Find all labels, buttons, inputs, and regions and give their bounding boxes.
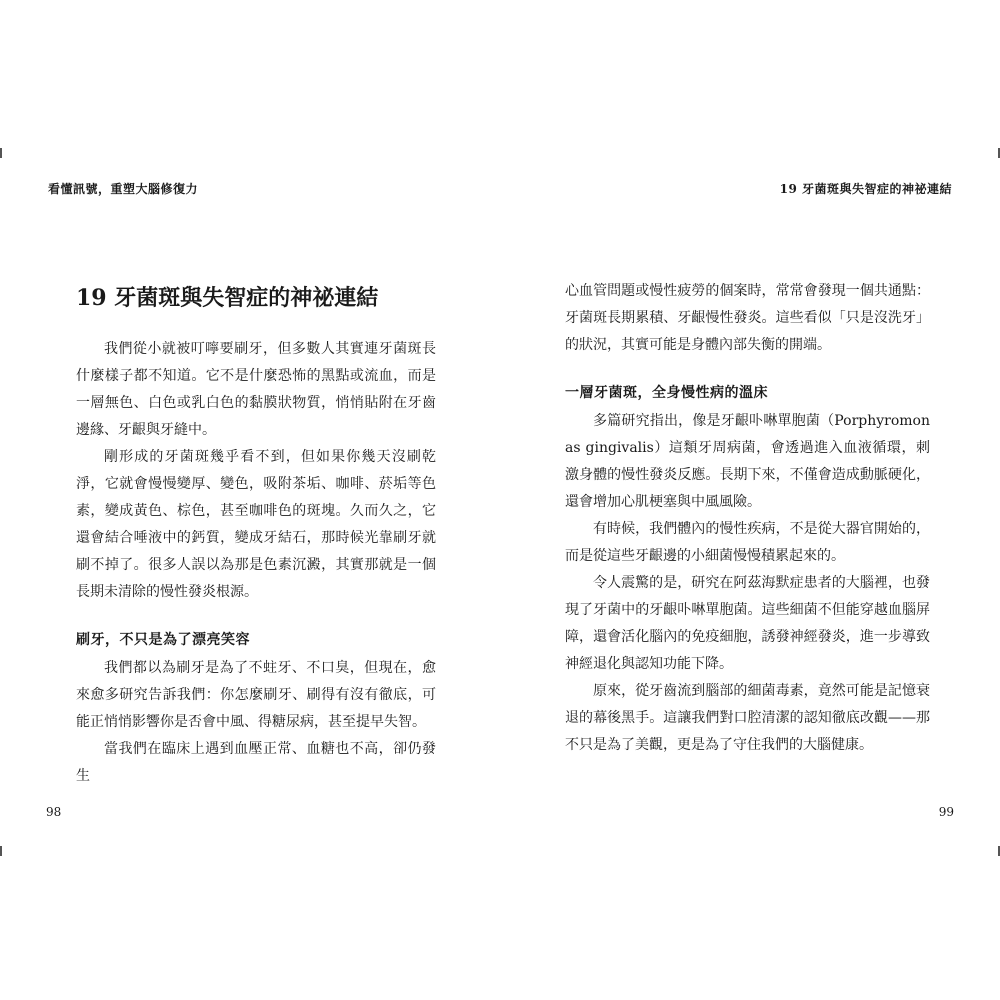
chapter-title: 19 牙菌斑與失智症的神祕連結 (76, 285, 379, 311)
continued-paragraph: 心血管問題或慢性疲勞的個案時，常常會發現一個共通點：牙菌斑長期累積、牙齦慢性發炎。這些看似「只是沒洗牙」的狀況，其實可能是身體內部失衡的開端。 (565, 283, 930, 353)
paragraph: 原來，從牙齒流到腦部的細菌毒素，竟然可能是記憶衰退的幕後黑手。這讓我們對口腔清潔的認知徹底改觀——那不只是為了美觀，更是為了守住我們的大腦健康。 (565, 683, 930, 753)
paragraph: 我們從小就被叮嚀要刷牙，但多數人其實連牙菌斑長什麼樣子都不知道。它不是什麼恐怖的黑點或流血，而是一層無色、白色或乳白色的黏膜狀物質，悄悄貼附在牙齒邊緣、牙齦與牙縫中。 (76, 341, 436, 438)
crop-mark (0, 846, 2, 856)
paragraph: 令人震驚的是，研究在阿茲海默症患者的大腦裡，也發現了牙菌中的牙齦卟啉單胞菌。這些細菌不但能穿越血腦屏障，還會活化腦內的免疫細胞，誘發神經發炎，進一步導致神經退化與認知功能下降。 (565, 575, 930, 672)
page-number-right: 99 (938, 805, 954, 819)
paragraph: 剛形成的牙菌斑幾乎看不到，但如果你幾天沒刷乾淨，它就會慢慢變厚、變色，吸附茶垢、咖啡、菸垢等色素，變成黃色、棕色，甚至咖啡色的斑塊。久而久之，它還會結合唾液中的鈣質，變成牙結石，那時候光靠刷牙就刷不掉了。很多人誤以為那是色素沉澱，其實那就是一個長期未清除的慢性發炎根源。 (76, 449, 436, 600)
crop-mark (0, 148, 2, 158)
section-heading: 一層牙菌斑，全身慢性病的溫床 (565, 385, 768, 401)
paragraph: 多篇研究指出，像是牙齦卟啉單胞菌（Porphyromonas gingivalis）這類牙周病菌，會透過進入血液循環，刺激身體的慢性發炎反應。長期下來，不僅會造成動脈硬化，還會增加心肌梗塞與中風風險。 (565, 413, 930, 510)
left-page-body (76, 278, 436, 790)
paragraph: 有時候，我們體內的慢性疾病，不是從大器官開始的，而是從這些牙齦邊的小細菌慢慢積累起來的。 (565, 521, 930, 564)
paragraph: 當我們在臨床上遇到血壓正常、血糖也不高，卻仍發生 (76, 741, 436, 784)
page-number-left: 98 (46, 805, 62, 819)
right-running-head: 19 牙菌斑與失智症的神祕連結 (779, 182, 952, 196)
paragraph: 我們都以為刷牙是為了不蛀牙、不口臭，但現在，愈來愈多研究告訴我們：你怎麼刷牙、刷得有沒有徹底，可能正悄悄影響你是否會中風、得糖尿病，甚至提早失智。 (76, 660, 436, 730)
section-heading: 刷牙，不只是為了漂亮笑容 (76, 632, 250, 648)
left-running-head: 看懂訊號，重塑大腦修復力 (48, 182, 199, 196)
right-page-body (565, 278, 930, 759)
